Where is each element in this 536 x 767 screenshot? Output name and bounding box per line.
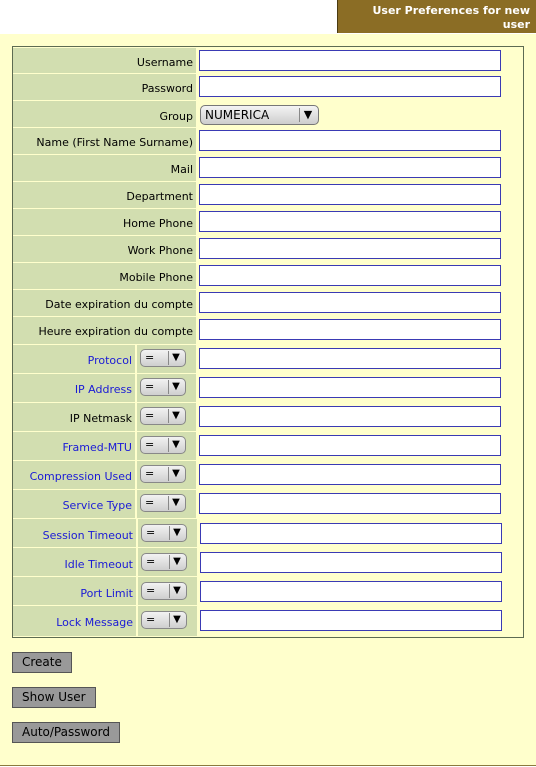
show-user-button[interactable]: Show User <box>12 687 96 708</box>
form-row-protocol <box>12 344 524 374</box>
field-label: Work Phone <box>13 236 196 262</box>
field-label[interactable]: Framed-MTU <box>13 432 135 460</box>
operator-cell <box>137 345 196 373</box>
mail-input[interactable] <box>199 157 501 178</box>
operator-select[interactable] <box>141 611 187 629</box>
chevron-down-icon: ▼ <box>168 351 183 365</box>
group-select[interactable] <box>200 105 319 125</box>
home-phone-input[interactable] <box>199 211 501 232</box>
field-label: Department <box>13 182 196 208</box>
chevron-down-icon: ▼ <box>168 409 183 423</box>
operator-value: = <box>146 526 156 539</box>
operator-cell <box>138 577 197 605</box>
operator-value: = <box>145 438 155 451</box>
ip-address-input[interactable] <box>199 377 501 398</box>
field-label: Password <box>13 74 196 100</box>
create-button[interactable]: Create <box>12 652 72 673</box>
form-row-ip-address <box>12 373 524 403</box>
form-row-session-timeout <box>12 518 524 548</box>
username-input[interactable] <box>199 50 501 71</box>
framed-mtu-input[interactable] <box>199 435 501 456</box>
field-label[interactable]: Idle Timeout <box>13 548 136 576</box>
auto-password-button[interactable]: Auto/Password <box>12 722 120 743</box>
operator-select[interactable] <box>140 378 186 396</box>
operator-select[interactable] <box>141 582 187 600</box>
field-label[interactable]: Port Limit <box>13 577 136 605</box>
service-type-input[interactable] <box>199 493 501 514</box>
compression-used-input[interactable] <box>199 464 501 485</box>
operator-value: = <box>145 467 155 480</box>
mobile-phone-input[interactable] <box>199 265 501 286</box>
operator-select[interactable] <box>140 494 186 512</box>
form-row-department <box>12 181 524 209</box>
operator-select[interactable] <box>141 553 187 571</box>
expiration-time-input[interactable] <box>199 319 501 340</box>
chevron-down-icon: ▼ <box>169 526 184 540</box>
form-row-framed-mtu <box>12 431 524 461</box>
form-row-name <box>12 127 524 155</box>
field-label: Name (First Name Surname) <box>13 128 196 154</box>
form-row-expiration-date <box>12 289 524 317</box>
password-input[interactable] <box>199 76 501 97</box>
work-phone-input[interactable] <box>199 238 501 259</box>
operator-select[interactable] <box>140 436 186 454</box>
field-label[interactable]: IP Address <box>13 374 135 402</box>
operator-cell <box>138 606 197 636</box>
operator-select[interactable] <box>140 465 186 483</box>
field-label: Home Phone <box>13 209 196 235</box>
operator-cell <box>137 374 196 402</box>
port-limit-input[interactable] <box>200 581 502 602</box>
field-label: Mobile Phone <box>13 263 196 289</box>
operator-cell <box>137 403 196 431</box>
expiration-date-input[interactable] <box>199 292 501 313</box>
operator-cell <box>137 432 196 460</box>
field-label[interactable]: Service Type <box>13 490 135 518</box>
operator-cell <box>138 519 197 547</box>
form-row-service-type <box>12 489 524 519</box>
field-label[interactable]: Session Timeout <box>13 519 136 547</box>
form-row-ip-netmask <box>12 402 524 432</box>
form-row-password <box>12 73 524 101</box>
ip-netmask-input[interactable] <box>199 406 501 427</box>
idle-timeout-input[interactable] <box>200 552 502 573</box>
form-row-group <box>12 100 524 128</box>
form-row-username <box>12 46 524 74</box>
form-row-expiration-time <box>12 316 524 345</box>
form-row-port-limit <box>12 576 524 606</box>
operator-value: = <box>145 380 155 393</box>
chevron-down-icon: ▼ <box>168 380 183 394</box>
form-row-compression-used <box>12 460 524 490</box>
user-preferences-form <box>12 46 524 638</box>
name-input[interactable] <box>199 130 501 151</box>
field-label: Date expiration du compte <box>13 290 196 316</box>
chevron-down-icon: ▼ <box>168 467 183 481</box>
lock-message-input[interactable] <box>200 610 502 631</box>
operator-value: = <box>145 351 155 364</box>
field-label[interactable]: Compression Used <box>13 461 135 489</box>
chevron-down-icon: ▼ <box>168 496 183 510</box>
department-input[interactable] <box>199 184 501 205</box>
form-row-idle-timeout <box>12 547 524 577</box>
form-row-work-phone <box>12 235 524 263</box>
chevron-down-icon: ▼ <box>169 555 184 569</box>
form-row-mail <box>12 154 524 182</box>
protocol-input[interactable] <box>199 348 501 369</box>
page-title: User Preferences for new user <box>337 0 536 33</box>
session-timeout-input[interactable] <box>200 523 502 544</box>
group-select-value: NUMERICA <box>205 108 270 122</box>
field-label: IP Netmask <box>13 403 135 431</box>
form-row-home-phone <box>12 208 524 236</box>
operator-value: = <box>146 555 156 568</box>
operator-value: = <box>146 584 156 597</box>
operator-value: = <box>145 496 155 509</box>
form-row-mobile-phone <box>12 262 524 290</box>
operator-cell <box>137 461 196 489</box>
field-label: Username <box>13 48 196 73</box>
chevron-down-icon: ▼ <box>168 438 183 452</box>
operator-value: = <box>145 409 155 422</box>
bottom-divider <box>0 765 536 766</box>
chevron-down-icon: ▼ <box>299 108 316 122</box>
chevron-down-icon: ▼ <box>169 584 184 598</box>
form-row-lock-message <box>12 605 524 638</box>
operator-cell <box>138 548 197 576</box>
operator-select[interactable] <box>140 407 186 425</box>
operator-value: = <box>146 613 156 626</box>
field-label[interactable]: Lock Message <box>13 606 136 636</box>
field-label[interactable]: Protocol <box>13 345 135 373</box>
operator-cell <box>137 490 196 518</box>
field-label: Mail <box>13 155 196 181</box>
operator-select[interactable] <box>140 349 186 367</box>
chevron-down-icon: ▼ <box>169 613 184 627</box>
field-label: Group <box>13 101 196 127</box>
operator-select[interactable] <box>141 524 187 542</box>
field-label: Heure expiration du compte <box>13 317 196 344</box>
